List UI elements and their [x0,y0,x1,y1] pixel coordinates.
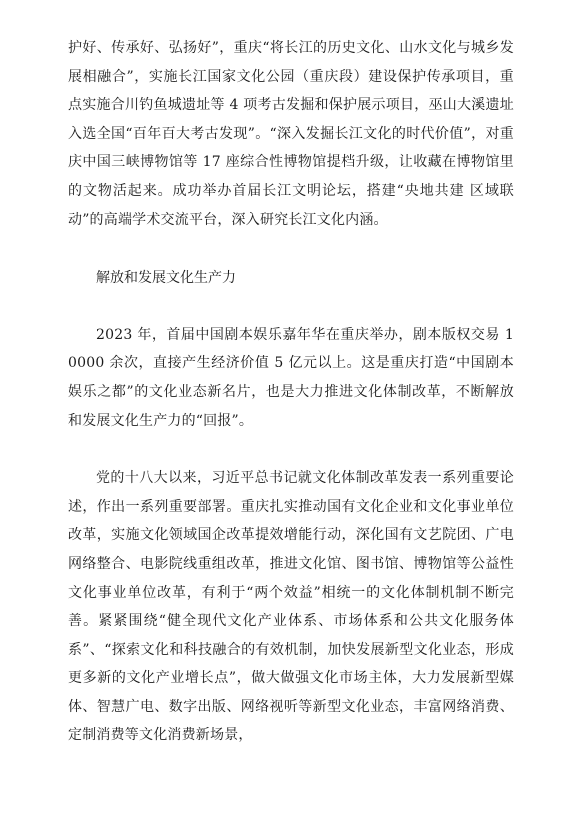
section-heading: 解放和发展文化生产力 [96,270,236,287]
document-page [68,34,514,750]
paragraph-cultural-reform: 党的十八大以来，习近平总书记就文化体制改革发表一系列重要论述，作出一系列重要部署。重庆扎实推动国有文化企业和文化事业单位改革，实施文化领域国企改革提效增能行动，深化国有文艺院团、广电网络整合、电影院线重组改革，推进文化馆、图书馆、博物馆等公益性文化事业单位改革，有利于“两个效益”相统一的文化体制机制不断完善。紧紧围绕“健全现代文化产业体系、市场体系和公共文化服务体系”、“探索文化和科技融合的有效机制，加快发展新型文化业态，形成更多新的文化产业增长点”，做大做强文化市场主体，大力发展新型媒体、智慧广电、数字出版、网络视听等新型文化业态，丰富网络消费、定制消费等文化消费新场景， [68,470,514,744]
paragraph-script-entertainment: 2023 年，首届中国剧本娱乐嘉年华在重庆举办，剧本版权交易 10000 余次，直接产生经济价值 5 亿元以上。这是重庆打造“中国剧本娱乐之都”的文化业态新名片，也是大力推进文化体制改革，不断解放和发展文化生产力的“回报”。 [68,326,514,429]
paragraph-gap [68,293,514,321]
paragraph-gap [68,234,514,264]
paragraph-yangtze-culture: 护好、传承好、弘扬好”，重庆“将长江的历史文化、山水文化与城乡发展相融合”，实施长江国家文化公园（重庆段）建设保护传承项目，重点实施合川钓鱼城遗址等 4 项考古发掘和保护展示项目，巫山大溪遗址入选全国“百年百大考古发现”。“深入发掘长江文化的时代价值”，对重庆中国三峡博物馆等 17 座综合性博物馆提档升级，让收藏在博物馆里的文物活起来。成功举办首届长江文明论坛，搭建“央地共建 区域联动”的高端学术交流平台，深入研究长江文化内涵。 [68,40,514,228]
paragraph-gap [68,435,514,464]
